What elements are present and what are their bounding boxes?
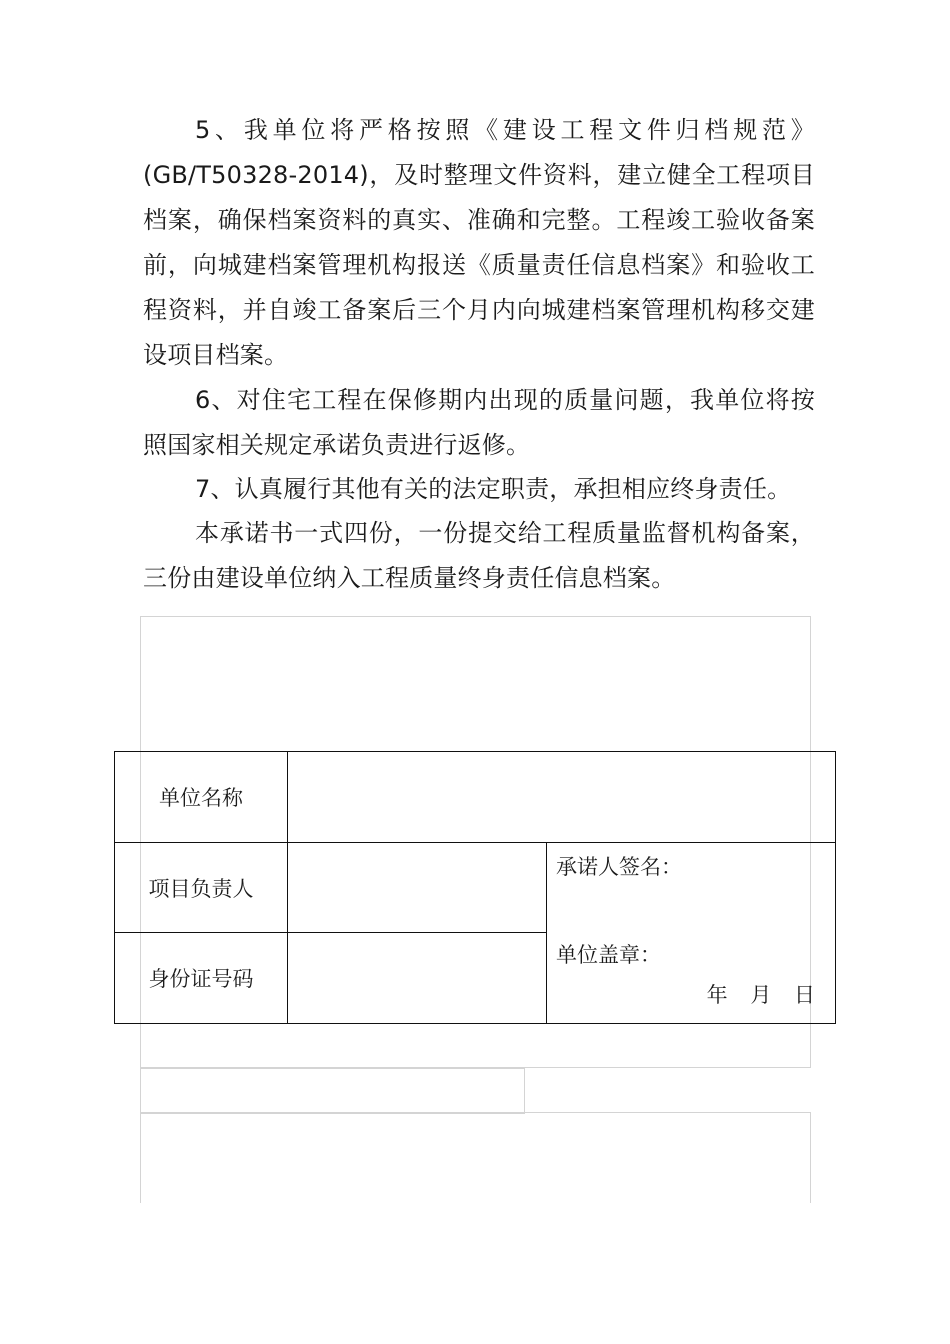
project-lead-field[interactable] xyxy=(288,843,547,933)
background-frame-bottom xyxy=(140,1112,811,1203)
paragraph-7: 7、认真履行其他有关的法定职责，承担相应终身责任。 xyxy=(195,475,792,503)
date-label: 年 月 日 xyxy=(706,983,815,1007)
id-number-label: 身份证号码 xyxy=(115,933,288,1024)
project-lead-label: 项目负责人 xyxy=(115,843,288,933)
paragraph-copies: 本承诺书一式四份，一份提交给工程质量监督机构备案，三份由建设单位纳入工程质量终身责任信息档案。 xyxy=(143,519,815,592)
commitment-form-table xyxy=(114,751,836,1024)
signature-seal-cell[interactable] xyxy=(547,843,836,1024)
id-number-field[interactable] xyxy=(288,933,547,1024)
unit-name-label: 单位名称 xyxy=(115,752,288,843)
background-frame-middle xyxy=(140,1068,525,1114)
unit-name-field[interactable] xyxy=(288,752,836,843)
signature-label: 承诺人签名： xyxy=(556,855,682,879)
paragraph-6: 6、对住宅工程在保修期内出现的质量问题，我单位将按照国家相关规定承诺负责进行返修。 xyxy=(143,386,815,459)
seal-label: 单位盖章： xyxy=(556,943,661,967)
paragraph-5: 5、我单位将严格按照《建设工程文件归档规范》(GB/T50328-2014)，及时整理文件资料，建立健全工程项目档案，确保档案资料的真实、准确和完整。工程竣工验收备案前，向城建档案管理机构报送《质量责任信息档案》和验收工程资料，并自竣工备案后三个月内向城建档案管理机构移交建设项目档案。 xyxy=(143,116,815,369)
